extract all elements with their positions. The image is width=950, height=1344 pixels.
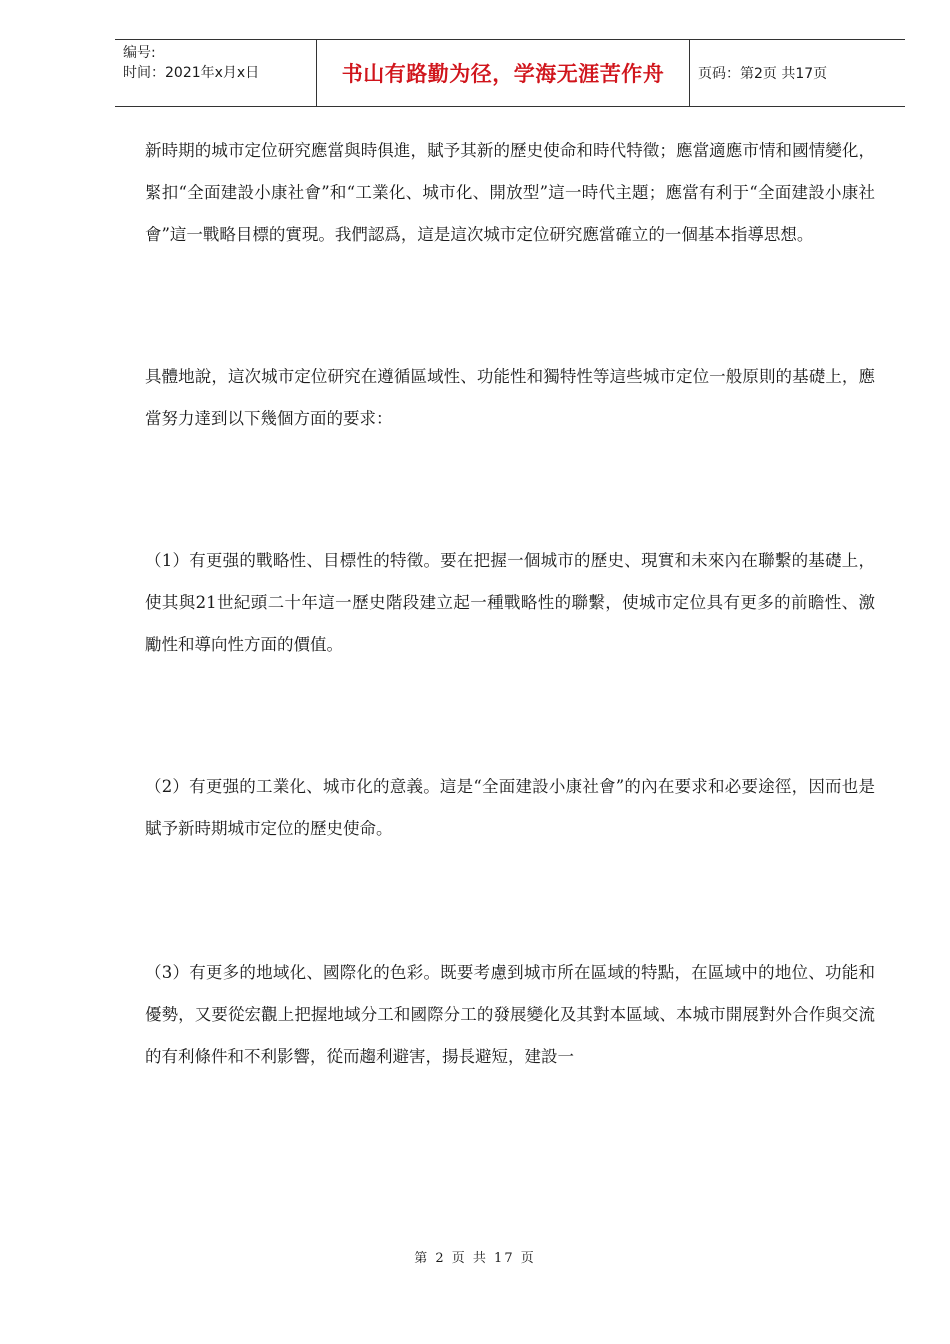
page-label: 页码：第2页 共17页 bbox=[698, 66, 828, 82]
paragraph-requirement-2: （2）有更强的工業化、城市化的意義。這是“全面建設小康社會”的內在要求和必要途徑，因而也是賦予新時期城市定位的歷史使命。 bbox=[145, 777, 875, 838]
paragraph-requirement-3: （3）有更多的地域化、國際化的色彩。既要考慮到城市所在區域的特點，在區域中的地位、功能和優勢，又要從宏觀上把握地域分工和國際分工的發展變化及其對本區域、本城市開展對外合作與交流的有利條件和不利影響，從而趨利避害，揚長避短，建設一 bbox=[145, 963, 875, 1066]
blank-space bbox=[145, 256, 875, 356]
paragraph-guiding-thought: 新時期的城市定位研究應當與時俱進，賦予其新的歷史使命和時代特徵；應當適應市情和國情變化，緊扣“全面建設小康社會”和“工業化、城市化、開放型”這一時代主題；應當有利于“全面建設小康社會”這一戰略目標的實現。我們認爲，這是這次城市定位研究應當確立的一個基本指導思想。 bbox=[145, 141, 875, 244]
time-label: 时间：2021年x月x日 bbox=[123, 65, 260, 81]
paragraph-requirements-intro: 具體地說，這次城市定位研究在遵循區域性、功能性和獨特性等這些城市定位一般原則的基礎上，應當努力達到以下幾個方面的要求： bbox=[145, 367, 875, 428]
motto-text: 书山有路勤为径，学海无涯苦作舟 bbox=[341, 62, 665, 86]
blank-space bbox=[145, 440, 875, 540]
header-motto-cell bbox=[317, 40, 690, 106]
blank-space bbox=[145, 850, 875, 952]
paragraph-requirement-1: （1）有更强的戰略性、目標性的特徵。要在把握一個城市的歷史、現實和未來內在聯繫的基礎上，使其與21世紀頭二十年這一歷史階段建立起一種戰略性的聯繫，使城市定位具有更多的前瞻性、激勵性和導向性方面的價值。 bbox=[145, 551, 875, 654]
header-table bbox=[115, 39, 905, 107]
number-label: 编号: bbox=[123, 45, 156, 61]
document-body bbox=[145, 130, 875, 1078]
header-meta bbox=[115, 40, 317, 106]
header-page-cell bbox=[690, 40, 905, 106]
blank-space bbox=[145, 666, 875, 766]
page-footer: 第 2 页 共 17 页 bbox=[414, 1251, 536, 1266]
